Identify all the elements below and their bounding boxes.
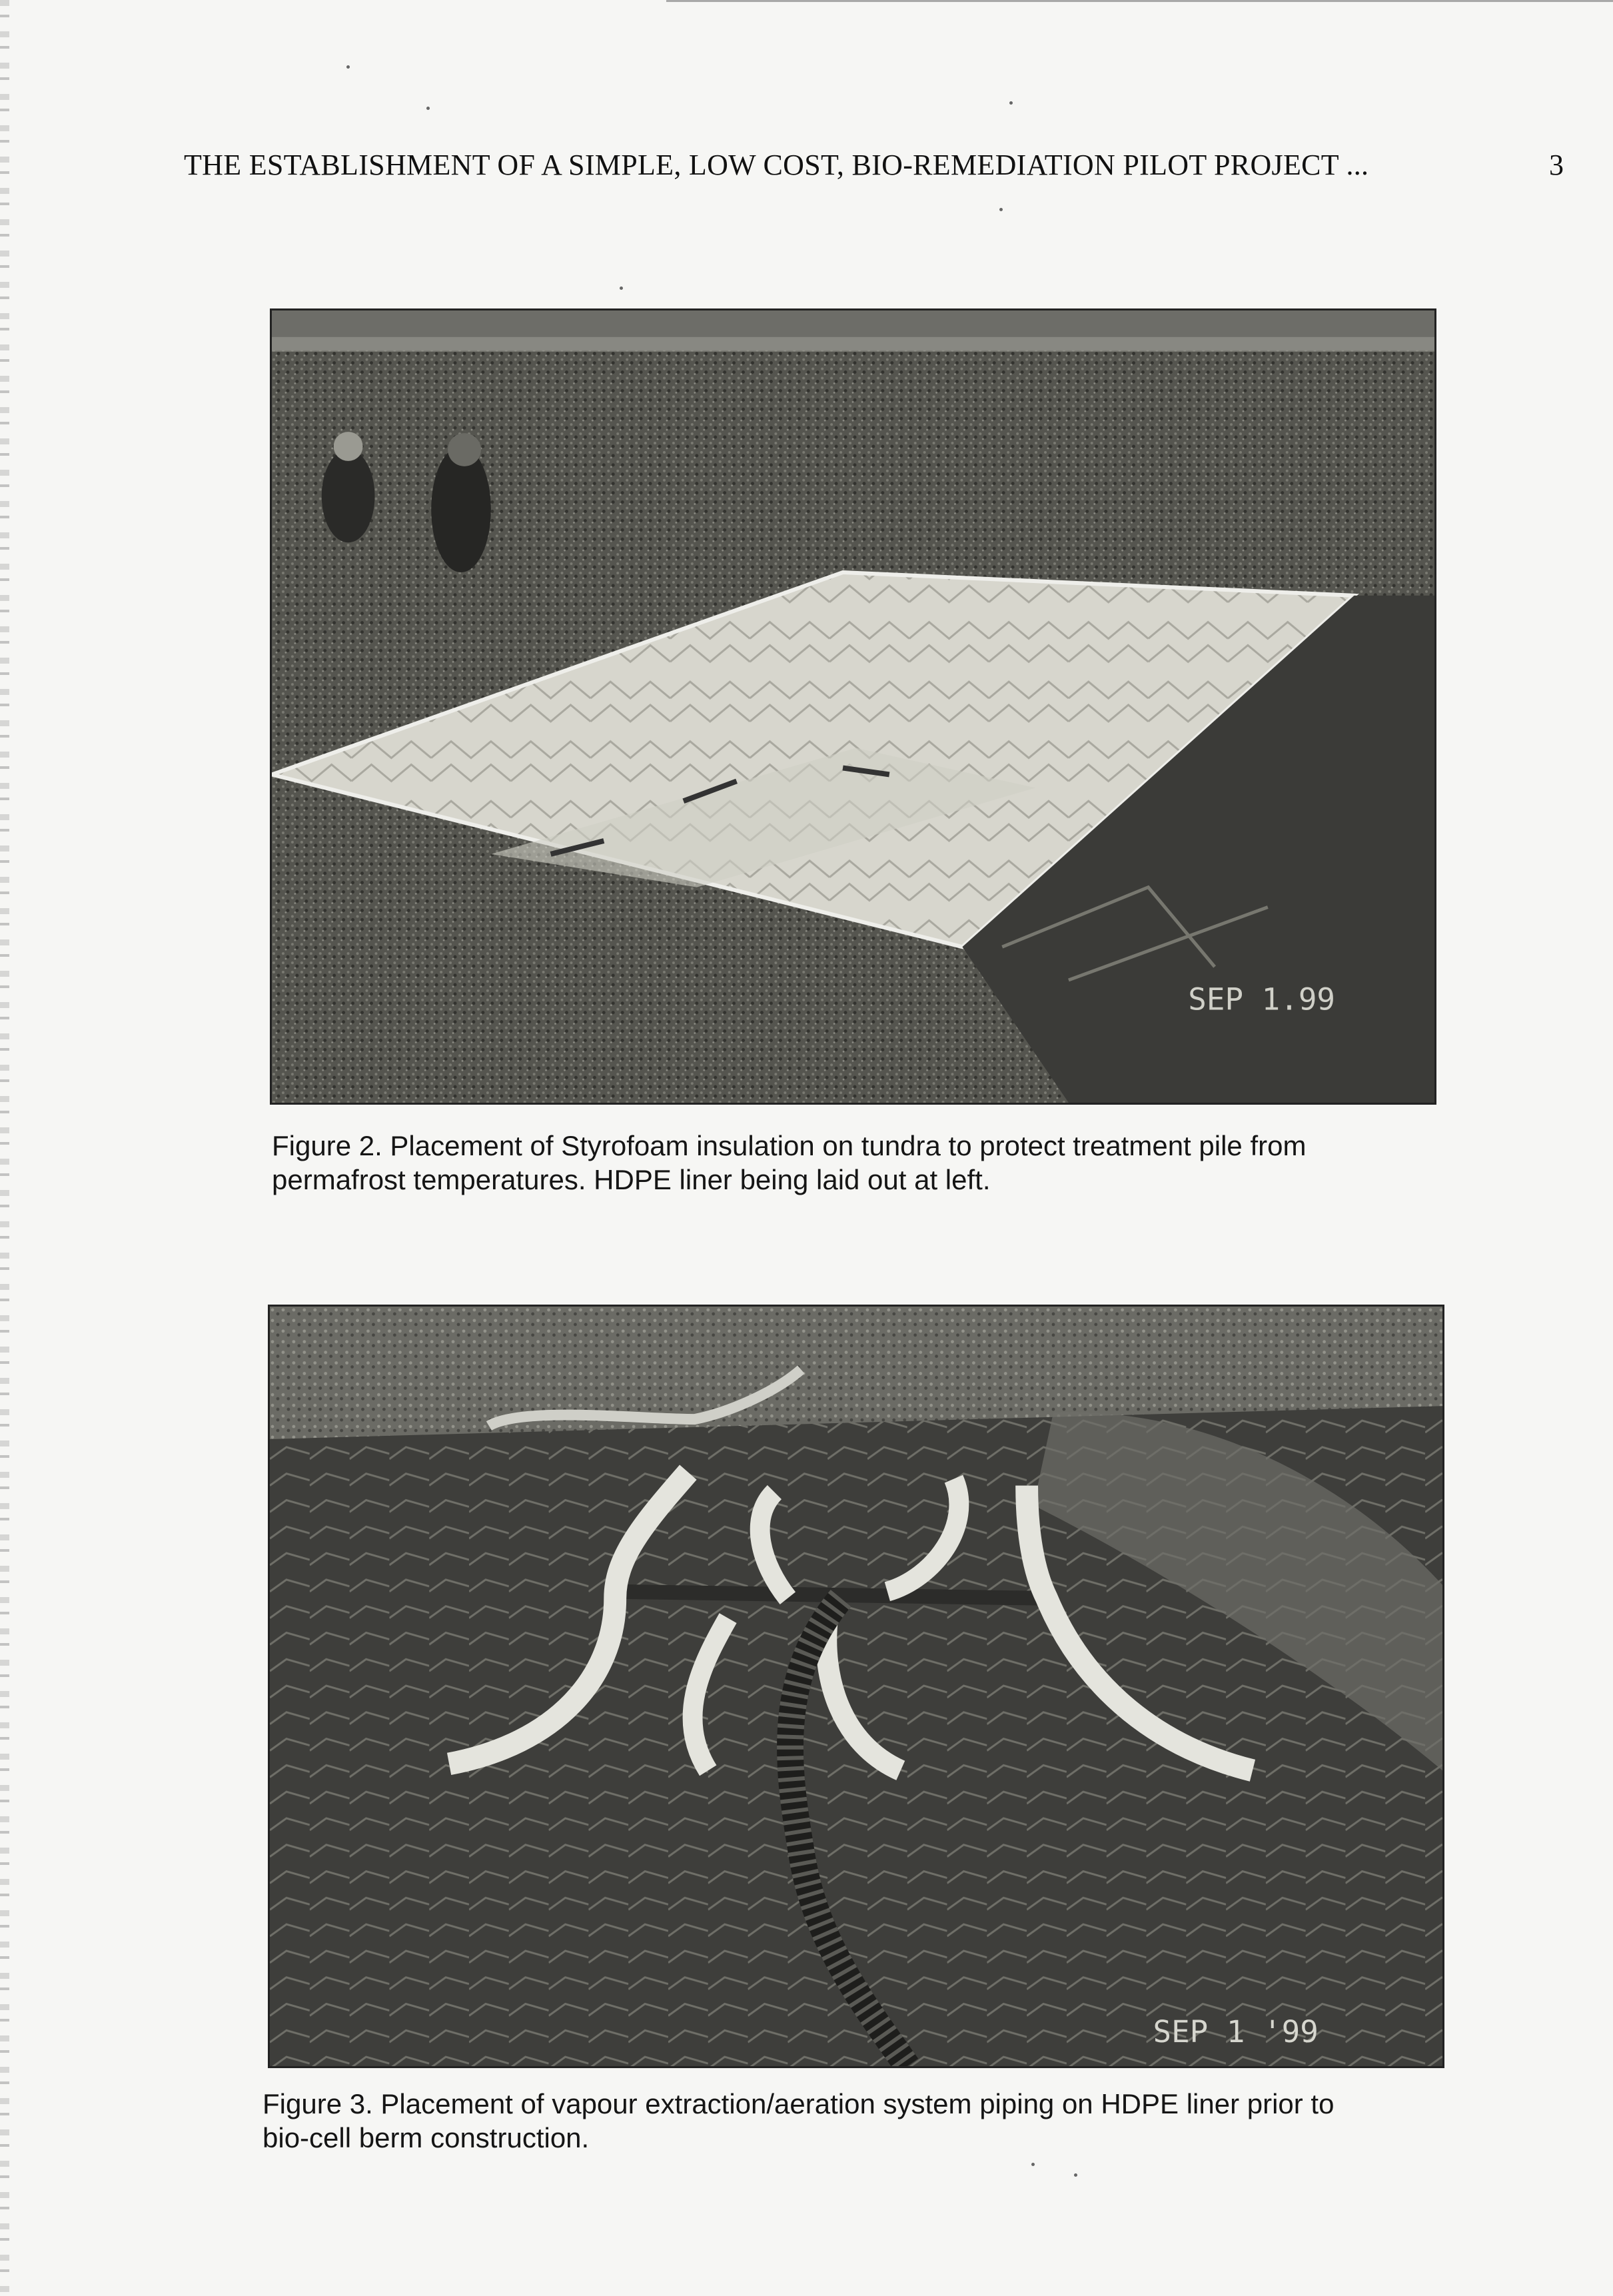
scan-speck bbox=[620, 287, 623, 290]
figure-3-date-stamp: SEP 1 '99 bbox=[1153, 2013, 1319, 2050]
figure-2-date-stamp: SEP 1.99 bbox=[1188, 981, 1336, 1017]
scan-top-rule bbox=[666, 0, 1613, 2]
scan-speck bbox=[426, 107, 430, 110]
scan-edge-artifact bbox=[0, 0, 9, 2296]
figure-2-caption-line-2: permafrost temperatures. HDPE liner being laid out at left. bbox=[272, 1164, 991, 1195]
figure-2-caption bbox=[272, 1129, 1471, 1197]
figure-3-photo bbox=[268, 1305, 1444, 2068]
figure-2-photo bbox=[270, 308, 1436, 1105]
scan-speck bbox=[346, 65, 350, 69]
scan-speck bbox=[1009, 101, 1013, 105]
figure-3-caption bbox=[263, 2087, 1495, 2155]
figure-2-caption-line-1: Figure 2. Placement of Styrofoam insulation on tundra to protect treatment pile from bbox=[272, 1130, 1307, 1161]
figure-3-caption-line-1: Figure 3. Placement of vapour extraction/aeration system piping on HDPE liner prior to bbox=[263, 2088, 1335, 2119]
figure-3-caption-line-2: bio-cell berm construction. bbox=[263, 2122, 590, 2153]
scan-speck bbox=[999, 208, 1003, 211]
running-header: THE ESTABLISHMENT OF A SIMPLE, LOW COST, BIO-REMEDIATION PILOT PROJECT ... bbox=[184, 149, 1369, 181]
scan-speck bbox=[1031, 2163, 1035, 2166]
scan-speck bbox=[1074, 2173, 1077, 2177]
page-number: 3 bbox=[1549, 149, 1564, 181]
